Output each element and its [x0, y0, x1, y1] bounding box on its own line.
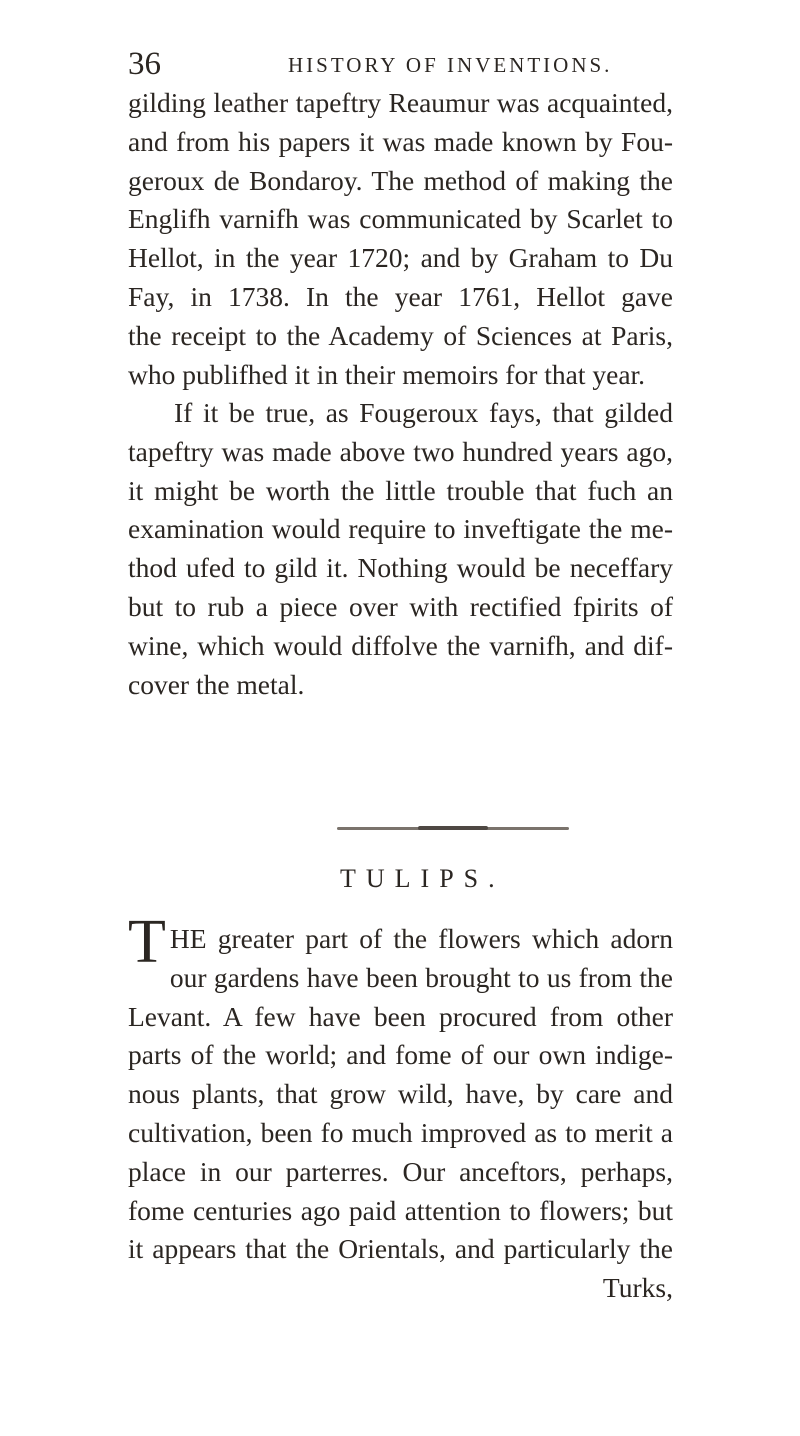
paragraph-tulips	[128, 908, 673, 1308]
text-line: examination would require to inveftigate the me-	[128, 513, 673, 545]
section-divider-rule	[337, 827, 569, 830]
text-line: HE greater part of the flowers which adorn	[169, 923, 673, 954]
text-line: Englifh varnifh was communicated by Scarlet to	[128, 203, 673, 235]
text-line: Levant. A few have been procured from other	[128, 1000, 673, 1032]
catchword: Turks,	[602, 1272, 673, 1304]
text-line: the receipt to the Academy of Sciences at Paris,	[128, 319, 673, 351]
page-number: 36	[128, 46, 161, 82]
text-line: thod ufed to gild it. Nothing would be neceffary	[128, 552, 673, 584]
text-line: it appears that the Orientals, and particularly the	[128, 1233, 673, 1265]
text-line: place in our parterres. Our anceftors, perhaps,	[128, 1155, 673, 1187]
text-line: it might be worth the little trouble that fuch an	[128, 474, 673, 506]
text-line: wine, which would diffolve the varnifh, and dif-	[128, 629, 673, 661]
text-line: our gardens have been brought to us from the	[169, 961, 673, 993]
text-line: parts of the world; and fome of our own indige-	[128, 1039, 673, 1071]
text-line: geroux de Bondaroy. The method of making the	[128, 164, 673, 196]
text-line: who publifhed it in their memoirs for that year.	[128, 358, 646, 390]
text-line: Fay, in 1738. In the year 1761, Hellot gave	[128, 280, 673, 312]
running-head: HISTORY OF INVENTIONS.	[288, 53, 613, 77]
text-line: but to rub a piece over with rectified fpirits of	[128, 590, 673, 622]
page-header	[128, 42, 668, 86]
section-title: TULIPS.	[340, 864, 505, 893]
text-line: fome centuries ago paid attention to flowers; but	[128, 1194, 673, 1226]
text-line: If it be true, as Fougeroux fays, that gilded	[174, 397, 673, 428]
text-line: cover the metal.	[128, 668, 305, 700]
drop-cap: T	[128, 908, 166, 976]
text-line: Hellot, in the year 1720; and by Graham to Du	[128, 242, 673, 274]
paragraph-fougeroux	[128, 394, 673, 704]
text-line: nous plants, that grow wild, have, by care and	[128, 1078, 673, 1110]
text-line: and from his papers it was made known by Fou-	[128, 125, 673, 157]
text-line: tapeftry was made above two hundred years ago,	[128, 435, 673, 467]
text-line: cultivation, been fo much improved as to merit a	[128, 1116, 673, 1148]
paragraph-gilding	[128, 84, 673, 394]
text-line: gilding leather tapeftry Reaumur was acquainted,	[128, 87, 673, 118]
